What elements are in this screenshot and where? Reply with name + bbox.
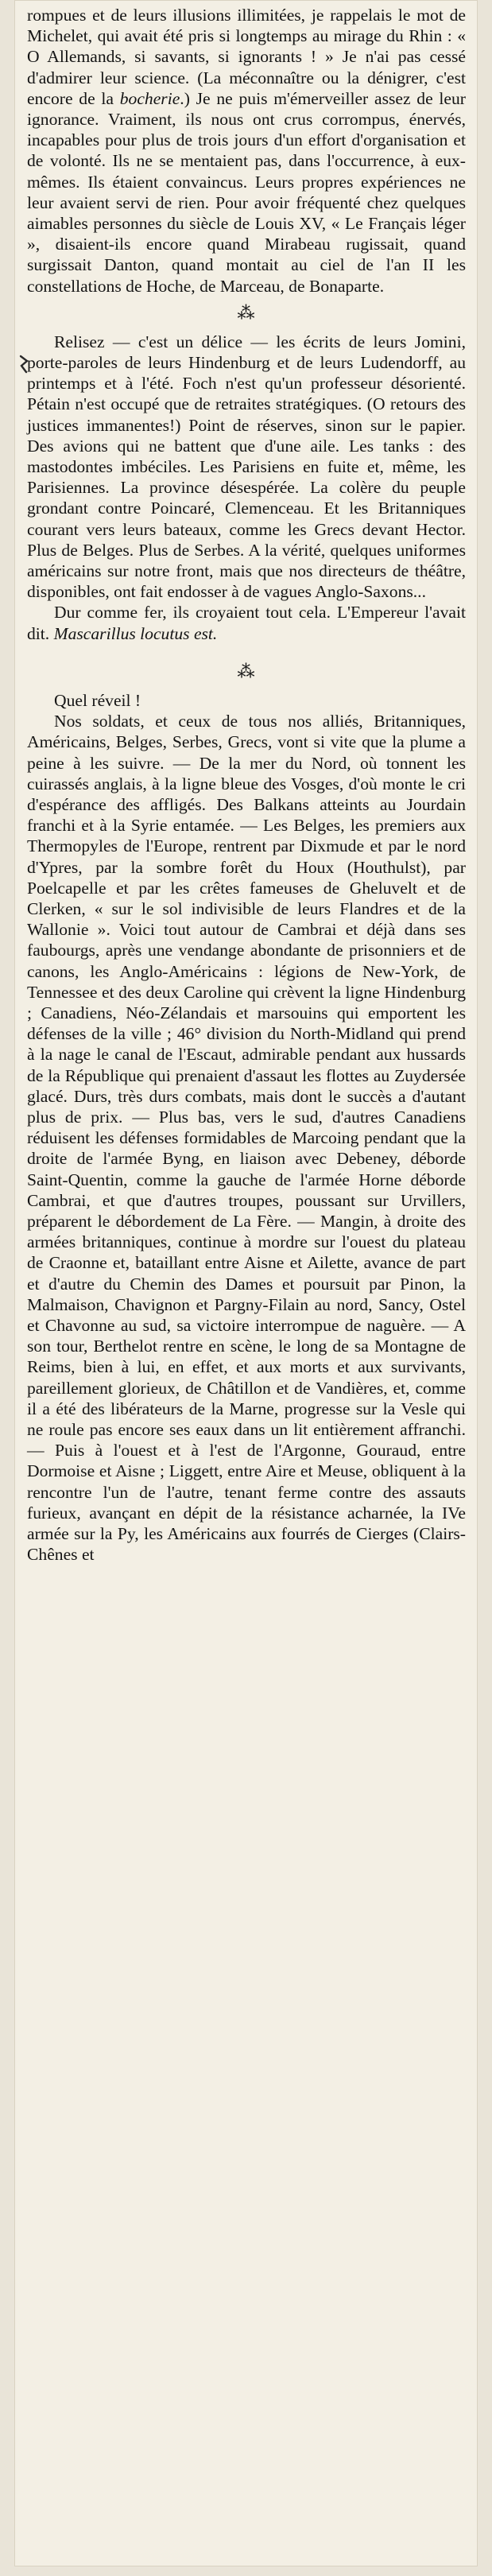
- paragraph-quel-reveil: Quel réveil !: [54, 690, 141, 710]
- asterism-glyph: ⁂: [237, 302, 256, 323]
- italic-term: bocherie: [119, 88, 180, 108]
- paragraph-text: rompues et de leurs illusions illimitées, je rappelais le mot de Michelet, qui avait été pris si longtemps au mirage du Rhin : « O Allemands, si savants, si ignorants ! » Je n'ai pas cessé d'admirer leur science. (La méconnaître ou la dénigrer, c'est encore de la: [27, 6, 466, 108]
- paragraph-relisez: Relisez — c'est un délice — les écrits de leurs Jomini, porte-paroles de leurs Hindenburg et de leurs Ludendorff, au printemps et à l'été. Foch n'est qu'un professeur désorienté. Pétain n'est occupé que de retraites stratégiques. (O retours des justices immanentes!) Point de réserves, sinon sur le papier. Des avions qui ne battent que d'une aile. Les tanks : des mastodontes imbéciles. Les Parisiens en fuite et, même, les Parisiennes. La province désespérée. La colère du peuple grondant contre Poincaré, Clemenceau. Et les Britanniques courant vers leurs bateaux, comme les Grecs devant Hector. Plus de Belges. Plus de Serbes. A la vérité, quelques uniformes américains sur notre front, mais que nos directeurs de théâtre, disponibles, ont fait endosser à de vagues Anglo-Saxons...: [27, 332, 466, 602]
- paragraph-nos-soldats: Nos soldats, et ceux de tous nos alliés, Britanniques, Américains, Belges, Serbes, Grecs, vont si vite que la plume a peine à les suivre. — De la mer du Nord, où tonnent les cuirassés anglais, à la ligne bleue des Vosges, d'où monte le cri d'espérance des affligés. Des Balkans atteints au Jourdain franchi et à la Syrie entamée. — Les Belges, les premiers aux Thermopyles de l'Europe, rentrent par Dixmude et par le nord d'Ypres, par la sombre forêt du Houx (Houthulst), par Poelcapelle et par les crêtes fameuses de Gheluvelt et de Clerken, « sur le sol indivisible de leurs Flandres et de la Wallonie ». Voici tout autour de Cambrai et déjà dans ses faubourgs, après une vendange abondante de prisonniers et de canons, les Anglo-Américains : légions de New-York, de Tennessee et des deux Caroline qui crèvent la ligne Hindenburg ; Canadiens, Néo-Zélandais et marsouins qui emportent les défenses de la ville ; 46° division du North-Midland qui prend à la nage le canal de l'Escaut, admirable pendant aux hussards de la République qui prenaient d'assaut les flottes au Zuydersée glacé. Durs, très durs combats, mais dont le succès a d'autant plus de prix. — Plus bas, vers le sud, d'autres Canadiens réduisent les défenses formidables de Marcoing pendant que la droite de l'armée Byng, en liaison avec Debeney, déborde Saint-Quentin, comme la gauche de l'armée Horne déborde Cambrai, et que d'autres troupes, poussant sur Urvillers, préparent le débordement de La Fère. — Mangin, à droite des armées britanniques, continue à mordre sur l'ouest du plateau de Craonne et, bataillant entre Aisne et Ailette, avance de part et d'autre du Chemin des Dames et poursuit par Pinon, la Malmaison, Chavignon et Pargny-Filain au nord, Sancy, Ostel et Chavonne au sud, sa victoire interrompue de naguère. — A son tour, Berthelot rentre en scène, le long de sa Montagne de Reims, bien à lui, en effet, et aux morts et aux survivants, pareillement glorieux, de Châtillon et de Vandières, et, comme il a été des libérateurs de la Marne, progresse sur la Vesle qui ne roule pas encore ses eaux dans un lit entièrement affranchi. — Puis à l'ouest et à l'est de l'Argonne, Gouraud, entre Dormoise et Aisne ; Liggett, entre Aire et Meuse, obliquent à la rencontre l'un de l'autre, tenant ferme contre des assauts furieux, avançant en dépit de la résistance acharnée, la IVe armée sur la Py, les Américains aux fourrés de Cierges (Clairs-Chênes et: [27, 712, 466, 1565]
- paragraph-dur-comme-fer: [27, 602, 466, 643]
- paragraph-text: .) Je ne puis m'émerveiller assez de leur ignorance. Vraiment, ils nous ont crus corrompus, énervés, incapables pour plus de trois jours d'un effort d'organisation et de volonté. Ils ne se mentaient pas, dans l'occurrence, à eux-mêmes. Ils étaient convaincus. Leurs propres expériences ne leur avaient servi de rien. Pour avoir fréquenté chez quelques aimables personnes du siècle de Louis XV, « Le Français léger », disaient-ils encore quand Mirabeau rugissait, quand surgissait Danton, quand montait au ciel de l'an II les constellations de Hoche, de Marceau, de Bonaparte.: [27, 88, 466, 296]
- asterism-glyph: ⁂: [237, 661, 256, 681]
- asterism-separator: [27, 661, 466, 681]
- paragraph-text: Dur comme fer, ils croyaient tout cela. L'Empereur l'avait dit.: [27, 603, 466, 643]
- asterism-separator: [27, 302, 466, 323]
- newspaper-clipping: [14, 0, 478, 2566]
- paragraph-michelet: [27, 5, 466, 297]
- italic-quote: Mascarillus locutus est.: [53, 623, 218, 643]
- article-column: [27, 5, 466, 1565]
